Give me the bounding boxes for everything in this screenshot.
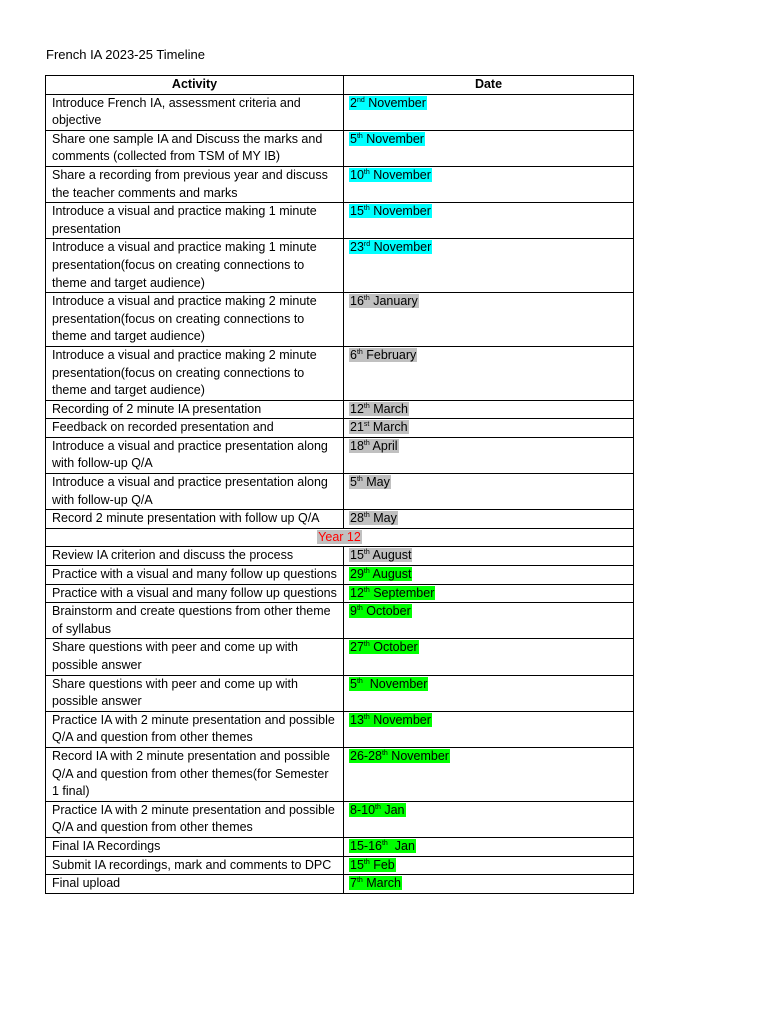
timeline-table	[45, 75, 634, 894]
date-cell	[344, 400, 634, 419]
date-cell	[344, 203, 634, 239]
table-row	[46, 639, 634, 675]
table-row	[46, 130, 634, 166]
activity-cell: Final IA Recordings	[46, 837, 344, 856]
date-month: April	[369, 438, 398, 453]
date-number: 23	[350, 240, 364, 255]
date-month: November	[370, 240, 432, 255]
activity-cell: Introduce French IA, assessment criteria and objective	[46, 94, 344, 130]
table-row	[46, 801, 634, 837]
activity-cell: Submit IA recordings, mark and comments to DPC	[46, 856, 344, 875]
activity-cell: Introduce a visual and practice making 2 minute presentation(focus on creating connections to theme and target audience)	[46, 293, 344, 347]
date-ordinal-suffix: th	[356, 605, 363, 613]
section-label: Year 12	[318, 529, 361, 544]
date-highlight	[349, 204, 432, 218]
table-row	[46, 584, 634, 603]
date-ordinal-suffix: th	[363, 439, 370, 447]
date-number: 7	[350, 876, 357, 891]
date-month: September	[369, 585, 435, 600]
date-number: 26-28	[350, 748, 382, 763]
date-highlight	[349, 876, 402, 890]
activity-cell: Feedback on recorded presentation and	[46, 419, 344, 438]
date-cell	[344, 566, 634, 585]
date-month: August	[369, 567, 412, 582]
date-ordinal-suffix: st	[363, 421, 370, 429]
activity-cell: Final upload	[46, 875, 344, 894]
date-number: 21	[350, 420, 364, 435]
date-highlight	[349, 713, 432, 727]
date-month: November	[369, 712, 431, 727]
date-month: May	[369, 511, 397, 526]
date-highlight	[349, 677, 428, 691]
date-ordinal-suffix: th	[363, 567, 370, 575]
date-month: Jan	[380, 802, 405, 817]
activity-cell: Introduce a visual and practice making 2 minute presentation(focus on creating connections to theme and target audience)	[46, 346, 344, 400]
date-highlight	[349, 803, 406, 817]
activity-cell: Recording of 2 minute IA presentation	[46, 400, 344, 419]
date-cell	[344, 711, 634, 747]
date-number: 6	[350, 347, 357, 362]
date-cell	[344, 346, 634, 400]
date-number: 15	[350, 857, 364, 872]
date-number: 15	[350, 204, 364, 219]
document-title: French IA 2023-25 Timeline	[46, 47, 205, 62]
date-ordinal-suffix: th	[363, 713, 370, 721]
date-number: 5	[350, 676, 357, 691]
activity-cell: Brainstorm and create questions from other theme of syllabus	[46, 603, 344, 639]
date-month: May	[362, 475, 390, 490]
date-cell	[344, 166, 634, 202]
date-number: 15-16	[350, 838, 382, 853]
date-cell	[344, 437, 634, 473]
activity-cell: Practice with a visual and many follow up questions	[46, 566, 344, 585]
date-month: February	[362, 347, 417, 362]
date-highlight	[349, 96, 427, 110]
date-cell	[344, 675, 634, 711]
date-highlight	[349, 640, 419, 654]
date-cell	[344, 639, 634, 675]
date-number: 29	[350, 567, 364, 582]
table-row	[46, 293, 634, 347]
date-cell	[344, 603, 634, 639]
date-month: November	[364, 95, 426, 110]
date-cell	[344, 801, 634, 837]
table-row	[46, 203, 634, 239]
date-cell	[344, 239, 634, 293]
date-ordinal-suffix: th	[381, 839, 388, 847]
activity-cell: Share a recording from previous year and discuss the teacher comments and marks	[46, 166, 344, 202]
date-month: November	[362, 676, 428, 691]
activity-cell: Introduce a visual and practice presentation along with follow-up Q/A	[46, 437, 344, 473]
date-number: 10	[350, 167, 364, 182]
date-cell	[344, 474, 634, 510]
date-month: Feb	[369, 857, 395, 872]
date-highlight	[349, 475, 391, 489]
date-highlight	[349, 294, 419, 308]
table-row	[46, 166, 634, 202]
activity-cell: Practice IA with 2 minute presentation and possible Q/A and question from other themes	[46, 711, 344, 747]
table-row	[46, 400, 634, 419]
date-number: 5	[350, 131, 357, 146]
table-row	[46, 474, 634, 510]
activity-cell: Record IA with 2 minute presentation and possible Q/A and question from other themes(for Semester 1 final)	[46, 747, 344, 801]
table-row	[46, 510, 634, 529]
table-row	[46, 837, 634, 856]
date-ordinal-suffix: th	[363, 641, 370, 649]
table-row	[46, 94, 634, 130]
date-ordinal-suffix: th	[363, 168, 370, 176]
date-ordinal-suffix: th	[363, 294, 370, 302]
date-month: November	[362, 131, 424, 146]
date-number: 18	[350, 438, 364, 453]
activity-cell: Practice IA with 2 minute presentation and possible Q/A and question from other themes	[46, 801, 344, 837]
date-ordinal-suffix: th	[356, 348, 363, 356]
date-ordinal-suffix: th	[363, 402, 370, 410]
date-number: 5	[350, 475, 357, 490]
date-number: 16	[350, 294, 364, 309]
date-highlight	[349, 402, 409, 416]
date-cell	[344, 747, 634, 801]
activity-cell: Introduce a visual and practice presentation along with follow-up Q/A	[46, 474, 344, 510]
date-number: 27	[350, 640, 364, 655]
table-row	[46, 856, 634, 875]
date-highlight	[349, 168, 432, 182]
table-row	[46, 603, 634, 639]
table-row	[46, 437, 634, 473]
date-cell	[344, 837, 634, 856]
date-number: 9	[350, 604, 357, 619]
table-row	[46, 346, 634, 400]
date-month: November	[387, 748, 449, 763]
table-row	[46, 547, 634, 566]
date-ordinal-suffix: th	[356, 475, 363, 483]
date-cell	[344, 510, 634, 529]
date-cell	[344, 856, 634, 875]
activity-cell: Introduce a visual and practice making 1 minute presentation	[46, 203, 344, 239]
date-cell	[344, 130, 634, 166]
date-cell	[344, 875, 634, 894]
date-number: 2	[350, 95, 357, 110]
date-ordinal-suffix: th	[363, 858, 370, 866]
date-month: January	[369, 294, 418, 309]
date-number: 13	[350, 712, 364, 727]
date-ordinal-suffix: th	[363, 205, 370, 212]
activity-cell: Review IA criterion and discuss the process	[46, 547, 344, 566]
date-cell	[344, 419, 634, 438]
date-highlight	[349, 348, 417, 362]
date-ordinal-suffix: th	[363, 512, 370, 520]
date-ordinal-suffix: th	[375, 803, 381, 811]
table-body	[46, 94, 634, 893]
table-row	[46, 566, 634, 585]
date-month: August	[369, 548, 412, 563]
date-ordinal-suffix: nd	[356, 96, 365, 104]
date-month: November	[369, 204, 431, 219]
activity-cell: Share one sample IA and Discuss the marks and comments (collected from TSM of MY IB)	[46, 130, 344, 166]
date-number: 28	[350, 511, 364, 526]
date-ordinal-suffix: th	[363, 549, 370, 557]
date-highlight	[349, 420, 409, 434]
date-month: Jan	[387, 838, 415, 853]
date-highlight	[349, 511, 398, 525]
table-row	[46, 747, 634, 801]
date-month: March	[362, 876, 401, 891]
date-cell	[344, 547, 634, 566]
activity-cell: Share questions with peer and come up with possible answer	[46, 639, 344, 675]
table-row	[46, 875, 634, 894]
table-row	[46, 711, 634, 747]
date-ordinal-suffix: th	[356, 677, 363, 685]
date-ordinal-suffix: th	[356, 876, 363, 884]
date-month: October	[369, 640, 418, 655]
date-month: October	[362, 604, 411, 619]
date-highlight	[349, 132, 425, 146]
table-row	[46, 239, 634, 293]
activity-cell: Practice with a visual and many follow up questions	[46, 584, 344, 603]
date-ordinal-suffix: th	[356, 132, 363, 140]
date-month: March	[369, 401, 408, 416]
date-month: March	[369, 420, 408, 435]
date-highlight	[349, 240, 432, 254]
activity-cell: Share questions with peer and come up with possible answer	[46, 675, 344, 711]
date-cell	[344, 293, 634, 347]
date-highlight	[349, 604, 412, 618]
table-header-row	[46, 76, 634, 95]
activity-cell: Introduce a visual and practice making 1 minute presentation(focus on creating connections to theme and target audience)	[46, 239, 344, 293]
date-ordinal-suffix: th	[381, 749, 388, 757]
section-cell	[46, 528, 634, 547]
table-row	[46, 419, 634, 438]
section-row	[46, 528, 634, 547]
date-cell	[344, 584, 634, 603]
date-number: 8-10	[350, 802, 376, 817]
date-cell	[344, 94, 634, 130]
date-highlight	[349, 439, 399, 453]
date-column-header: Date	[344, 76, 634, 95]
date-highlight	[349, 749, 450, 763]
date-ordinal-suffix: rd	[363, 241, 371, 249]
date-highlight	[349, 586, 435, 600]
date-highlight	[349, 858, 396, 872]
activity-cell: Record 2 minute presentation with follow up Q/A	[46, 510, 344, 529]
activity-column-header: Activity	[46, 76, 344, 95]
date-highlight	[349, 839, 416, 853]
date-ordinal-suffix: th	[363, 586, 370, 594]
date-number: 15	[350, 548, 364, 563]
date-highlight	[349, 567, 412, 581]
date-highlight	[349, 548, 412, 562]
table-row	[46, 675, 634, 711]
date-month: November	[369, 167, 431, 182]
date-number: 12	[350, 585, 364, 600]
date-number: 12	[350, 401, 364, 416]
